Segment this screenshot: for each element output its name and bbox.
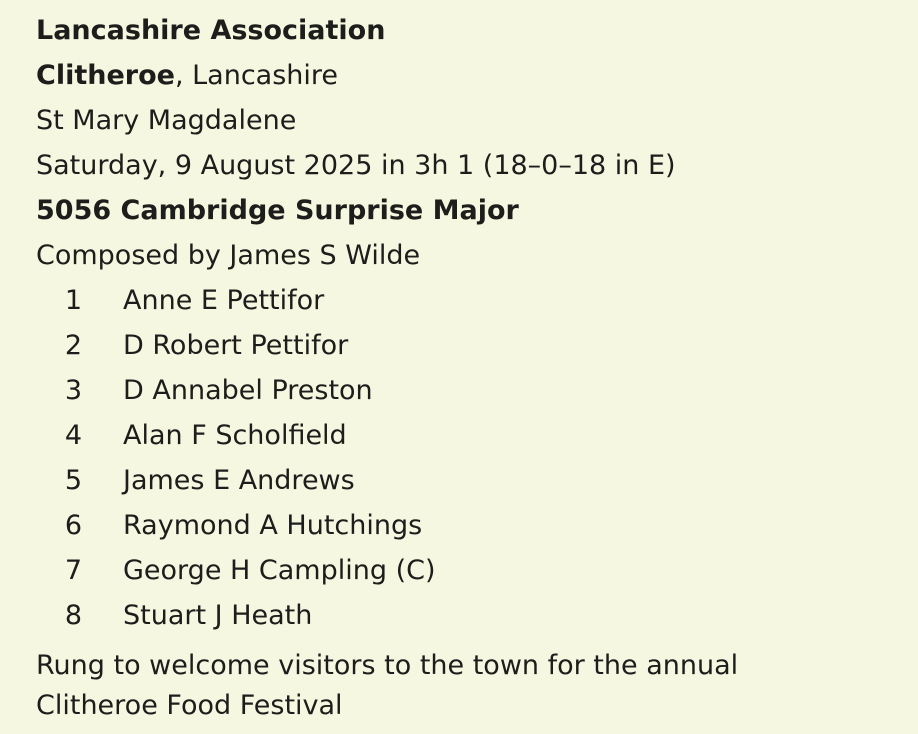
composer-line: Composed by James S Wilde (36, 240, 421, 271)
ringer-row (36, 323, 888, 368)
ringer-row (36, 458, 888, 503)
ringers-list (36, 278, 888, 638)
peal-title: 5056 Cambridge Surprise Major (36, 195, 519, 226)
county-name: , Lancashire (174, 60, 339, 91)
location-line (36, 53, 888, 98)
place-name: Clitheroe (36, 60, 175, 91)
ringer-name: Anne E Pettifor (123, 285, 325, 316)
association-title: Lancashire Association (36, 15, 386, 46)
bell-number: 3 (64, 375, 82, 406)
bell-number: 5 (64, 465, 82, 496)
ringer-name: Stuart J Heath (123, 600, 313, 631)
ringer-row (36, 278, 888, 323)
footnote: Rung to welcome visitors to the town for the annual Clitheroe Food Festival (36, 650, 739, 721)
ringer-name: Raymond A Hutchings (123, 510, 423, 541)
bell-number: 7 (64, 555, 82, 586)
ringer-row (36, 593, 888, 638)
date-duration-line: Saturday, 9 August 2025 in 3h 1 (18–0–18 in E) (36, 150, 676, 181)
bell-number: 6 (64, 510, 82, 541)
performance-report (36, 8, 888, 726)
church-name: St Mary Magdalene (36, 105, 297, 136)
ringer-row (36, 548, 888, 593)
bell-number: 4 (64, 420, 82, 451)
ringer-name: Alan F Scholfield (123, 420, 347, 451)
ringer-row (36, 503, 888, 548)
bell-number: 2 (64, 330, 82, 361)
ringer-row (36, 368, 888, 413)
ringer-name: D Robert Pettifor (123, 330, 349, 361)
bell-number: 1 (64, 285, 82, 316)
ringer-name: James E Andrews (123, 465, 355, 496)
ringer-row (36, 413, 888, 458)
ringer-name: George H Campling (C) (123, 555, 436, 586)
ringer-name: D Annabel Preston (123, 375, 373, 406)
bell-number: 8 (64, 600, 82, 631)
